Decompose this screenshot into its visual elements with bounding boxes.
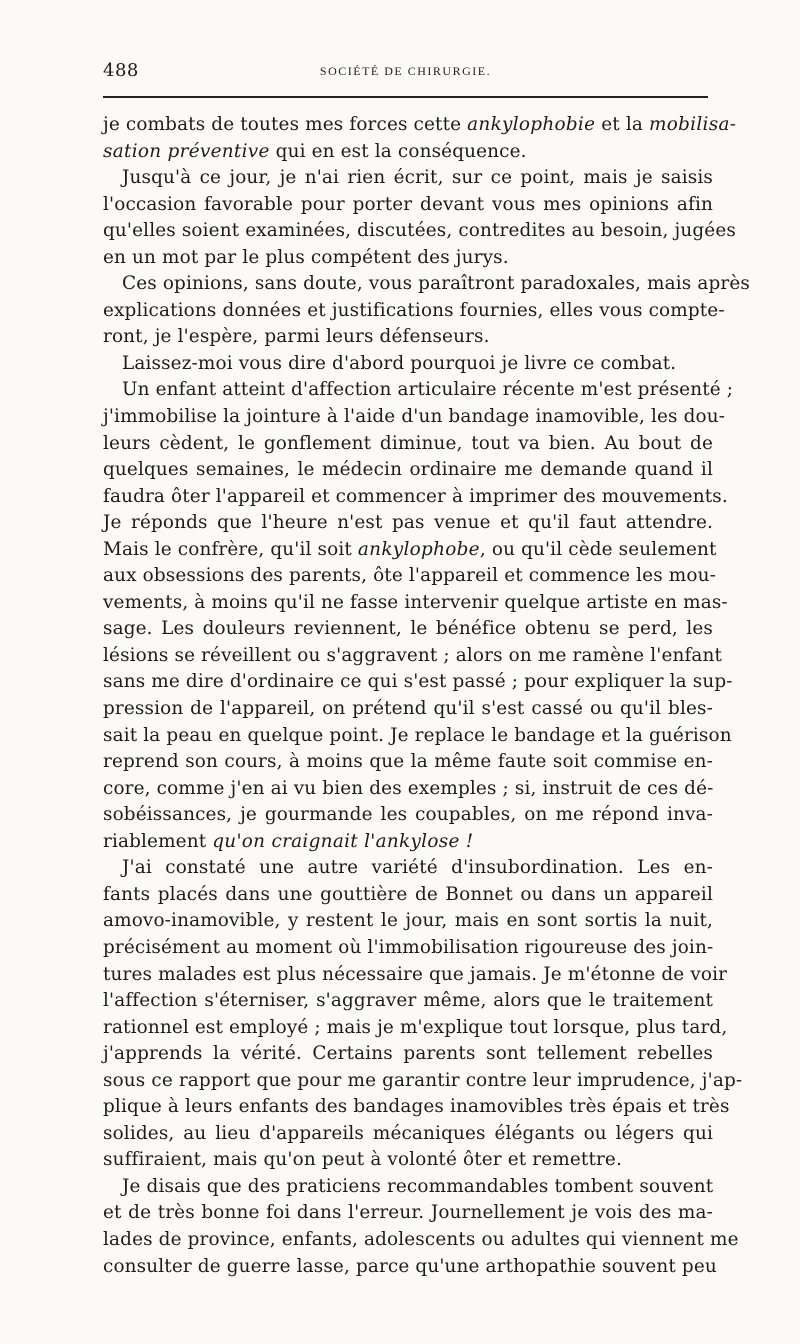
text-segment: Mais le confrère, qu'il soit: [103, 538, 358, 560]
text-segment: pression de l'appareil, on prétend qu'il s'est cassé ou qu'il bles-: [103, 698, 713, 720]
text-segment: consulter de guerre lasse, parce qu'une arthopathie souvent peu: [103, 1255, 717, 1277]
text-line: [103, 298, 725, 325]
text-line: [103, 1147, 713, 1174]
text-line: [103, 1200, 713, 1227]
text-line: [103, 457, 713, 484]
text-segment: quelques semaines, le médecin ordinaire me demande quand il: [103, 459, 713, 481]
text-segment: Je disais que des praticiens recommandables tombent souvent: [122, 1175, 714, 1197]
italic-text: ankylophobe: [357, 538, 480, 560]
text-segment: l'affection s'éterniser, s'aggraver même, alors que le traitement: [103, 990, 713, 1012]
text-line: [103, 1254, 717, 1281]
text-line: [103, 723, 732, 750]
text-line: [103, 935, 713, 962]
text-line: [103, 643, 723, 670]
text-line: [103, 749, 713, 776]
text-line: [103, 590, 728, 617]
text-segment: faudra ôter l'appareil et commencer à imprimer des mouvements.: [103, 485, 728, 507]
text-segment: l'occasion favorable pour porter devant vous mes opinions afin: [103, 193, 713, 215]
text-line: [103, 616, 713, 643]
text-segment: riablement: [103, 830, 213, 852]
text-line: [103, 271, 750, 298]
text-segment: aux obsessions des parents, ôte l'appareil et commence les mou-: [103, 565, 716, 587]
text-line: [103, 218, 736, 245]
text-segment: leurs cèdent, le gonflement diminue, tout va bien. Au bout de: [103, 432, 713, 454]
text-line: [103, 1094, 730, 1121]
text-segment: Ces opinions, sans doute, vous paraîtront paradoxales, mais après: [122, 273, 750, 295]
text-line: [103, 404, 726, 431]
text-segment: précisément au moment où l'immobilisation rigoureuse des join-: [103, 936, 714, 958]
text-segment: Laissez-moi vous dire d'abord pourquoi je livre ce combat.: [122, 352, 677, 374]
text-segment: suffiraient, mais qu'on peut à volonté ôter et remettre.: [103, 1149, 622, 1171]
text-line: [103, 1041, 713, 1068]
text-segment: Un enfant atteint d'affection articulaire récente m'est présenté ;: [122, 379, 734, 401]
text-line: [103, 908, 713, 935]
text-segment: je combats de toutes mes forces cette: [103, 114, 468, 135]
text-line: [103, 431, 713, 458]
text-segment: qu'elles soient examinées, discutées, contredites au besoin, jugées: [103, 220, 736, 242]
text-segment: Je réponds que l'heure n'est pas venue et qu'il faut attendre.: [103, 512, 713, 534]
text-line: [103, 669, 733, 696]
text-line: [103, 988, 713, 1015]
italic-text: qu'on craignait l'ankylose !: [212, 830, 474, 852]
italic-text: sation préventive: [103, 140, 270, 162]
text-segment: tures malades est plus nécessaire que jamais. Je m'étonne de voir: [103, 963, 728, 985]
running-title: SOCIÉTÉ DE CHIRURGIE.: [319, 64, 492, 78]
text-line: [103, 484, 728, 511]
text-segment: sous ce rapport que pour me garantir contre leur imprudence, j'ap-: [103, 1069, 743, 1091]
text-line: [103, 1174, 713, 1201]
text-line: [103, 324, 713, 351]
text-line: [103, 1015, 728, 1042]
text-segment: sans me dire d'ordinaire ce qui s'est passé ; pour expliquer la sup-: [103, 671, 733, 693]
text-line: [103, 510, 713, 537]
text-line: [103, 139, 713, 166]
text-line: [103, 165, 713, 192]
text-segment: solides, au lieu d'appareils mécaniques élégants ou légers qui: [103, 1122, 713, 1144]
text-line: [103, 537, 717, 564]
text-line: [103, 192, 713, 219]
text-line: [103, 1121, 713, 1148]
page-header: [103, 60, 708, 90]
text-line: [103, 245, 713, 272]
text-segment: sage. Les douleurs reviennent, le bénéfice obtenu se perd, les: [103, 618, 713, 640]
text-segment: sait la peau en quelque point. Je replace le bandage et la guérison: [103, 724, 732, 746]
page-number: 488: [103, 60, 139, 81]
italic-text: ankylophobie: [467, 114, 596, 135]
text-segment: vements, à moins qu'il ne fasse intervenir quelque artiste en mas-: [103, 591, 728, 613]
text-segment: lades de province, enfants, adolescents ou adultes qui viennent me: [103, 1228, 739, 1250]
body-text: [103, 112, 750, 1280]
text-segment: en un mot par le plus compétent des jurys.: [103, 246, 509, 268]
text-segment: explications données et justifications fournies, elles vous compte-: [103, 299, 725, 321]
text-segment: fants placés dans une gouttière de Bonnet ou dans un appareil: [103, 883, 713, 905]
text-line: [103, 351, 713, 378]
text-line: [103, 377, 734, 404]
text-segment: qui en est la conséquence.: [269, 140, 527, 162]
text-segment: plique à leurs enfants des bandages inamovibles très épais et très: [103, 1096, 730, 1118]
text-line: [103, 962, 728, 989]
text-segment: et de très bonne foi dans l'erreur. Journellement je vois des ma-: [103, 1202, 713, 1224]
text-line: [103, 776, 713, 803]
text-segment: Jusqu'à ce jour, je n'ai rien écrit, sur ce point, mais je saisis: [122, 167, 713, 189]
text-line: [103, 112, 737, 139]
text-line: [103, 855, 713, 882]
text-segment: , ou qu'il cède seulement: [479, 538, 717, 560]
text-segment: j'apprends la vérité. Certains parents sont tellement rebelles: [103, 1043, 713, 1065]
text-segment: lésions se réveillent ou s'aggravent ; alors on me ramène l'enfant: [103, 644, 723, 666]
text-segment: reprend son cours, à moins que la même faute soit commise en-: [103, 751, 713, 773]
text-line: [103, 1068, 743, 1095]
text-segment: et la: [595, 114, 649, 135]
text-segment: core, comme j'en ai vu bien des exemples ; si, instruit de ces dé-: [103, 777, 714, 799]
text-line: [103, 696, 713, 723]
text-line: [103, 829, 713, 856]
text-line: [103, 1227, 739, 1254]
text-line: [103, 563, 716, 590]
text-segment: sobéissances, je gourmande les coupables, on me répond inva-: [103, 804, 713, 826]
text-segment: rationnel est employé ; mais je m'explique tout lorsque, plus tard,: [103, 1016, 728, 1038]
text-line: [103, 882, 713, 909]
text-line: [103, 802, 713, 829]
text-segment: ront, je l'espère, parmi leurs défenseurs.: [103, 326, 490, 348]
text-segment: J'ai constaté une autre variété d'insubordination. Les en-: [122, 857, 713, 879]
header-rule: [103, 96, 708, 98]
text-segment: amovo-inamovible, y restent le jour, mais en sont sortis la nuit,: [103, 910, 713, 932]
text-segment: j'immobilise la jointure à l'aide d'un bandage inamovible, les dou-: [103, 406, 726, 428]
italic-text: mobilisa-: [649, 114, 737, 135]
